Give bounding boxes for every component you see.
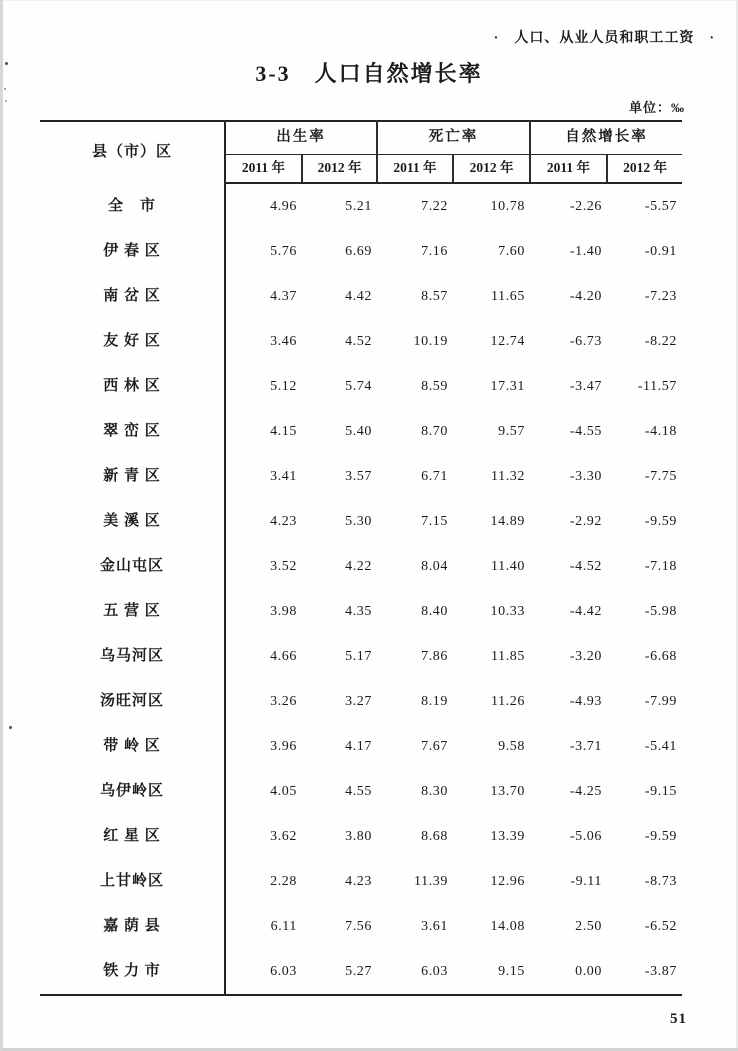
page-number: 51: [670, 1011, 687, 1027]
scan-speck: [9, 726, 12, 729]
natural-growth-2012-value: -7.18: [644, 558, 677, 574]
birth-rate-2012-value: 5.40: [345, 423, 372, 439]
natural-growth-2011-value: -3.71: [569, 738, 602, 754]
birth-rate-2011-value: 3.96: [270, 738, 297, 754]
table-row: [40, 229, 682, 274]
region-name: 带 岭 区: [40, 724, 225, 769]
birth-rate-2011-value: 3.98: [270, 603, 297, 619]
table-row: [40, 904, 682, 949]
birth-rate-2012-value: 3.57: [345, 468, 372, 484]
death-rate-2011-value: 7.86: [421, 648, 448, 664]
death-rate-2012-value: 9.57: [498, 423, 525, 439]
death-rate-2012-value: 11.65: [491, 288, 525, 304]
natural-growth-2011-value: -9.11: [570, 873, 602, 889]
table-row: [40, 769, 682, 814]
death-rate-2011-value: 8.19: [421, 693, 448, 709]
death-rate-2011-value: 6.71: [421, 468, 448, 484]
death-rate-2012-value: 14.89: [490, 513, 525, 529]
natural-growth-2012-value: -9.15: [644, 783, 677, 799]
scan-speck: [5, 100, 7, 102]
death-rate-2012-value: 10.78: [490, 198, 525, 214]
birth-rate-2011-value: 4.23: [270, 513, 297, 529]
natural-growth-2011-value: -6.73: [569, 333, 602, 349]
natural-growth-2012-value: -9.59: [644, 513, 677, 529]
natural-growth-2011-value: -5.06: [569, 828, 602, 844]
death-rate-2012-value: 13.39: [490, 828, 525, 844]
death-rate-2011-value: 7.67: [421, 738, 448, 754]
birth-rate-2012-value: 4.52: [345, 333, 372, 349]
death-rate-2011-value: 3.61: [421, 918, 448, 934]
region-name: 汤旺河区: [40, 679, 225, 724]
natural-growth-2011-value: -2.26: [569, 198, 602, 214]
group-header-natural-growth-rate: 自然增长率: [530, 121, 682, 155]
death-rate-2012-value: 9.58: [498, 738, 525, 754]
table-row: [40, 814, 682, 859]
death-rate-2011-value: 8.57: [421, 288, 448, 304]
birth-rate-2012-value: 5.17: [345, 648, 372, 664]
death-rate-2012-value: 13.70: [490, 783, 525, 799]
natural-growth-2012-value: -9.59: [644, 828, 677, 844]
birth-rate-2011-value: 4.05: [270, 783, 297, 799]
death-rate-2011-value: 8.30: [421, 783, 448, 799]
birth-rate-2011-value: 3.46: [270, 333, 297, 349]
table-row: [40, 183, 682, 229]
birth-rate-2012-value: 3.27: [345, 693, 372, 709]
birth-rate-2012-value: 4.42: [345, 288, 372, 304]
death-rate-2012-value: 7.60: [498, 243, 525, 259]
birth-rate-2011-value: 6.03: [270, 963, 297, 979]
natural-growth-2011-value: -4.52: [569, 558, 602, 574]
natural-growth-2011-value: -3.30: [569, 468, 602, 484]
natural-growth-2012-value: -7.99: [644, 693, 677, 709]
natural-growth-2012-value: -5.98: [644, 603, 677, 619]
birth-rate-2011-value: 4.66: [270, 648, 297, 664]
natural-growth-2011-value: -4.20: [569, 288, 602, 304]
natural-growth-2012-value: -8.73: [644, 873, 677, 889]
region-name: 金山屯区: [40, 544, 225, 589]
death-rate-2011-value: 11.39: [414, 873, 448, 889]
region-name: 嘉 荫 县: [40, 904, 225, 949]
death-rate-2011-value: 7.22: [421, 198, 448, 214]
death-rate-2012-value: 11.85: [491, 648, 525, 664]
table-body: [40, 183, 682, 995]
birth-rate-2011-value: 5.76: [270, 243, 297, 259]
natural-growth-2012-value: -0.91: [644, 243, 677, 259]
death-rate-2011-value: 8.59: [421, 378, 448, 394]
natural-growth-2011-value: -2.92: [569, 513, 602, 529]
natural-growth-2012-value: -6.52: [644, 918, 677, 934]
natural-growth-2012-value: -5.41: [644, 738, 677, 754]
natural-growth-2012-value: -5.57: [644, 198, 677, 214]
death-rate-2011-value: 7.15: [421, 513, 448, 529]
birth-rate-2012-value: 5.30: [345, 513, 372, 529]
region-name: 全 市: [40, 183, 225, 229]
table-row: [40, 589, 682, 634]
table-row: [40, 409, 682, 454]
death-rate-2012-value: 14.08: [490, 918, 525, 934]
natural-growth-2012-value: -3.87: [644, 963, 677, 979]
birth-rate-2012-value: 5.74: [345, 378, 372, 394]
year-header-birth-2011: 2011 年: [225, 155, 302, 184]
running-header: · 人口、从业人员和职工工资 ·: [493, 31, 715, 46]
birth-rate-2011-value: 6.11: [270, 918, 297, 934]
group-header-death-rate: 死亡率: [377, 121, 530, 155]
statistics-table: [40, 120, 682, 996]
page-title: 3-3 人口自然增长率: [255, 61, 483, 86]
region-name: 铁 力 市: [40, 949, 225, 995]
table-row: [40, 859, 682, 904]
table-row: [40, 724, 682, 769]
natural-growth-2012-value: -7.23: [644, 288, 677, 304]
region-name: 乌伊岭区: [40, 769, 225, 814]
death-rate-2012-value: 17.31: [490, 378, 525, 394]
table-row: [40, 364, 682, 409]
natural-growth-2012-value: -7.75: [644, 468, 677, 484]
birth-rate-2012-value: 7.56: [345, 918, 372, 934]
region-name: 红 星 区: [40, 814, 225, 859]
natural-growth-2012-value: -6.68: [644, 648, 677, 664]
region-name: 五 营 区: [40, 589, 225, 634]
region-name: 新 青 区: [40, 454, 225, 499]
region-name: 南 岔 区: [40, 274, 225, 319]
table-row: [40, 949, 682, 995]
table-row: [40, 274, 682, 319]
death-rate-2012-value: 12.96: [490, 873, 525, 889]
natural-growth-rate-table: [40, 120, 682, 996]
year-header-natural-2011: 2011 年: [530, 155, 607, 184]
table-row: [40, 319, 682, 364]
birth-rate-2012-value: 6.69: [345, 243, 372, 259]
natural-growth-2011-value: -4.93: [569, 693, 602, 709]
natural-growth-2011-value: -3.47: [569, 378, 602, 394]
birth-rate-2012-value: 5.21: [345, 198, 372, 214]
death-rate-2012-value: 11.40: [491, 558, 525, 574]
table-row: [40, 454, 682, 499]
birth-rate-2012-value: 3.80: [345, 828, 372, 844]
birth-rate-2011-value: 3.52: [270, 558, 297, 574]
scan-speck: [5, 62, 8, 65]
birth-rate-2012-value: 5.27: [345, 963, 372, 979]
region-name: 美 溪 区: [40, 499, 225, 544]
birth-rate-2011-value: 4.15: [270, 423, 297, 439]
year-header-natural-2012: 2012 年: [607, 155, 682, 184]
birth-rate-2011-value: 3.26: [270, 693, 297, 709]
region-name: 西 林 区: [40, 364, 225, 409]
death-rate-2011-value: 8.40: [421, 603, 448, 619]
natural-growth-2011-value: 0.00: [575, 963, 602, 979]
death-rate-2011-value: 8.04: [421, 558, 448, 574]
birth-rate-2011-value: 3.62: [270, 828, 297, 844]
natural-growth-2011-value: -4.25: [569, 783, 602, 799]
birth-rate-2011-value: 5.12: [270, 378, 297, 394]
region-column-header: 县（市）区: [40, 121, 225, 183]
unit-label: 单位：‰: [628, 100, 685, 115]
region-name: 友 好 区: [40, 319, 225, 364]
death-rate-2011-value: 10.19: [413, 333, 448, 349]
natural-growth-2011-value: -4.55: [569, 423, 602, 439]
death-rate-2011-value: 7.16: [421, 243, 448, 259]
year-header-death-2011: 2011 年: [377, 155, 453, 184]
natural-growth-2011-value: -1.40: [569, 243, 602, 259]
table-row: [40, 499, 682, 544]
table-row: [40, 679, 682, 724]
region-name: 伊 春 区: [40, 229, 225, 274]
scan-speck: [4, 88, 6, 90]
region-name: 乌马河区: [40, 634, 225, 679]
death-rate-2011-value: 8.68: [421, 828, 448, 844]
birth-rate-2012-value: 4.22: [345, 558, 372, 574]
natural-growth-2012-value: -8.22: [644, 333, 677, 349]
natural-growth-2011-value: 2.50: [575, 918, 602, 934]
death-rate-2012-value: 11.26: [491, 693, 525, 709]
birth-rate-2011-value: 4.96: [270, 198, 297, 214]
natural-growth-2011-value: -4.42: [569, 603, 602, 619]
year-header-death-2012: 2012 年: [453, 155, 530, 184]
death-rate-2012-value: 12.74: [490, 333, 525, 349]
region-name: 翠 峦 区: [40, 409, 225, 454]
birth-rate-2012-value: 4.23: [345, 873, 372, 889]
table-row: [40, 544, 682, 589]
birth-rate-2012-value: 4.35: [345, 603, 372, 619]
natural-growth-2012-value: -11.57: [637, 378, 677, 394]
natural-growth-2012-value: -4.18: [644, 423, 677, 439]
death-rate-2011-value: 6.03: [421, 963, 448, 979]
natural-growth-2011-value: -3.20: [569, 648, 602, 664]
birth-rate-2011-value: 2.28: [270, 873, 297, 889]
death-rate-2011-value: 8.70: [421, 423, 448, 439]
table-row: [40, 634, 682, 679]
birth-rate-2012-value: 4.55: [345, 783, 372, 799]
death-rate-2012-value: 10.33: [490, 603, 525, 619]
death-rate-2012-value: 9.15: [498, 963, 525, 979]
group-header-birth-rate: 出生率: [225, 121, 377, 155]
birth-rate-2011-value: 3.41: [270, 468, 297, 484]
birth-rate-2012-value: 4.17: [345, 738, 372, 754]
birth-rate-2011-value: 4.37: [270, 288, 297, 304]
death-rate-2012-value: 11.32: [491, 468, 525, 484]
region-name: 上甘岭区: [40, 859, 225, 904]
year-header-birth-2012: 2012 年: [302, 155, 377, 184]
